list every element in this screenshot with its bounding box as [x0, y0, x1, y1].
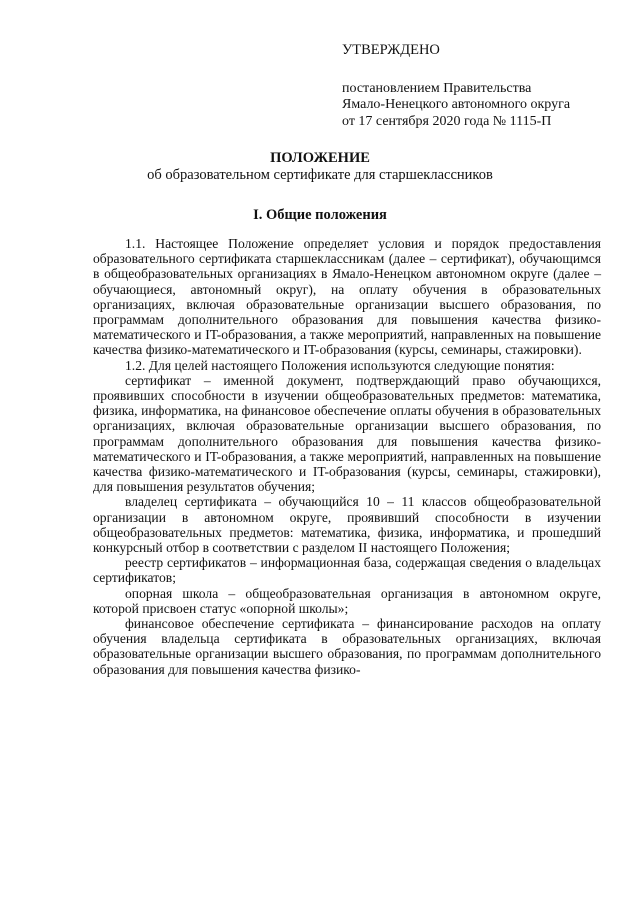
- document-subtitle: об образовательном сертификате для старшеклассников: [147, 167, 493, 183]
- approval-block: [342, 42, 612, 130]
- title-block: [0, 150, 640, 184]
- approval-stamp-title: УТВЕРЖДЕНО: [342, 42, 440, 58]
- section-heading: I. Общие положения: [253, 207, 387, 223]
- paragraph: 1.1. Настоящее Положение определяет условия и порядок предоставления образовательного сертификата старшеклассникам (далее – сертификат), обучающимся в общеобразовательных организациях в Ямало-Ненецком автономном округе (далее – обучающиеся, автономный округ), на оплату обучения в образовательных организациях, включая образовательные организации высшего образования, по программам дополнительного образования для повышения качества физико-математического и IT-образования, а также мероприятий, направленных на повышение качества физико-математического и IT-образования (курсы, семинары, стажировки).: [93, 236, 601, 358]
- approval-line-2: Ямало-Ненецкого автономного округа: [342, 97, 571, 112]
- paragraph: 1.2. Для целей настоящего Положения используются следующие понятия:: [125, 357, 555, 373]
- approval-line-3: от 17 сентября 2020 года № 1115-П: [342, 113, 552, 129]
- section-body: [93, 236, 601, 677]
- document-title: ПОЛОЖЕНИЕ: [270, 150, 370, 166]
- approval-line-1: постановлением Правительства: [342, 80, 532, 96]
- paragraph: финансовое обеспечение сертификата – финансирование расходов на оплату обучения владельца сертификата в образовательных организациях, включая образовательные организации высшего образования, по программам дополнительного образования для повышения качества физико-: [93, 616, 601, 677]
- paragraph: владелец сертификата – обучающийся 10 – 11 классов общеобразовательной организации в автономном округе, проявивший способности в изучении общеобразовательных предметов: математика, физика, информатика, и прошедший конкурсный отбор в соответствии с разделом II настоящего Положения;: [93, 494, 601, 556]
- paragraph: сертификат – именной документ, подтверждающий право обучающихся, проявивших способности в изучении общеобразовательных предметов: математика, физика, информатика, на финансовое обеспечение оплаты обучения в образовательных организациях, включая образовательные организации высшего образования, по программам дополнительного образования для повышения качества физико-математического и IT-образования, а также мероприятий, направленных на повышение качества физико-математического и IT-образования (курсы, семинары, стажировки), для повышения результатов обучения;: [93, 372, 601, 495]
- paragraph: опорная школа – общеобразовательная организация в автономном округе, которой присвоен статус «опорной школы»;: [93, 585, 601, 616]
- paragraph: реестр сертификатов – информационная база, содержащая сведения о владельцах сертификатов;: [93, 555, 601, 586]
